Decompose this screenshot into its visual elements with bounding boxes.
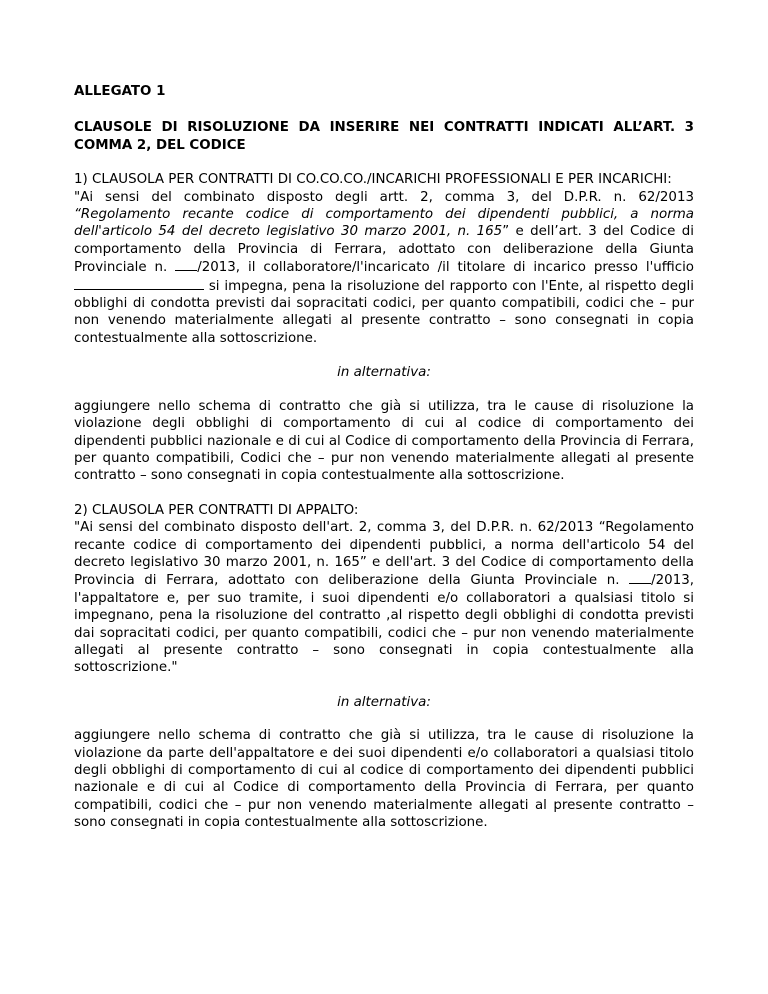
resolution-number-blank bbox=[175, 258, 197, 271]
section-1-clause-text-a: "Ai sensi del combinato disposto degli artt. 2, comma 3, del D.P.R. n. 62/2013 bbox=[74, 189, 694, 205]
section-2-clause-text-a: "Ai sensi del combinato disposto dell'art. 2, comma 3, del D.P.R. n. 62/2013 “Regolamento recante codice di comportamento dei dipendenti pubblici, a norma dell'articolo 54 del decreto legislativo 30 marzo 2001, n. 165” e dell'art. 3 del Codice di comportamento della Provincia di Ferrara, adottato con deliberazione della Giunta Provinciale n. bbox=[74, 520, 694, 589]
section-2-clause bbox=[74, 519, 694, 677]
section-1 bbox=[74, 171, 694, 485]
section-1-heading: 1) CLAUSOLA PER CONTRATTI DI CO.CO.CO./INCARICHI PROFESSIONALI E PER INCARICHI: bbox=[74, 172, 672, 188]
document-title: CLAUSOLE DI RISOLUZIONE DA INSERIRE NEI CONTRATTI INDICATI ALL’ART. 3 COMMA 2, DEL CODICE bbox=[74, 120, 694, 153]
resolution-number-blank bbox=[629, 571, 651, 584]
section-1-alternative-text: aggiungere nello schema di contratto che già si utilizza, tra le cause di risoluzione la violazione degli obblighi di comportamento di cui al codice di comportamento dei dipendenti pubblici nazionale e di cui al Codice di comportamento della Provincia di Ferrara, per quanto compatibili, Codici che – pur non venendo materialmente allegati al presente contratto – sono consegnati in copia contestualmente alla sottoscrizione. bbox=[74, 398, 694, 484]
section-1-regulation-title: “Regolamento recante codice di comportamento dei dipendenti pubblici, a norma dell'articolo 54 del decreto legislativo 30 marzo 2001, n. 165 bbox=[74, 207, 694, 240]
section-1-clause bbox=[74, 189, 694, 348]
office-name-blank bbox=[74, 277, 204, 290]
section-1-alternative-label: in alternativa: bbox=[337, 365, 431, 381]
section-2-clause-text-b: /2013, l'appaltatore e, per suo tramite, i suoi dipendenti e/o collaboratori a qualsiasi titolo si impegnano, pena la risoluzione del contratto ,al rispetto degli obblighi di condotta previsti dai sopracitati codici, per quanto compatibili, codici che – pur non venendo materialmente allegati al presente contratto – sono consegnati in copia contestualmente alla sottoscrizione." bbox=[74, 573, 694, 676]
document-page bbox=[74, 83, 694, 832]
section-2 bbox=[74, 502, 694, 832]
section-2-alternative-label: in alternativa: bbox=[337, 694, 431, 710]
section-1-clause-text-c: /2013, il collaboratore/l'incaricato /il titolare di incarico presso l'ufficio bbox=[197, 260, 694, 276]
attachment-heading: ALLEGATO 1 bbox=[74, 84, 166, 99]
section-2-heading: 2) CLAUSOLA PER CONTRATTI DI APPALTO: bbox=[74, 502, 359, 518]
section-1-clause-text-b: ” e dell’art. 3 del Codice di comportamento della Provincia di Ferrara, adottato con deliberazione della Giunta Provinciale n. bbox=[74, 224, 694, 276]
section-1-clause-text-d: si impegna, pena la risoluzione del rapporto con l'Ente, al rispetto degli obblighi di condotta previsti dai sopracitati codici, per quanto compatibili, codici che – pur non venendo materialmente allegati al presente contratto – sono consegnati in copia contestualmente alla sottoscrizione. bbox=[74, 278, 694, 346]
section-2-alternative-text: aggiungere nello schema di contratto che già si utilizza, tra le cause di risoluzione la violazione da parte dell'appaltatore e dei suoi dipendenti e/o collaboratori a qualsiasi titolo degli obblighi di comportamento di cui al codice di comportamento dei dipendenti pubblici nazionale e di cui al Codice di comportamento della Provincia di Ferrara, per quanto compatibili, codici che – pur non venendo materialmente allegati al presente contratto – sono consegnati in copia contestualmente alla sottoscrizione. bbox=[74, 728, 694, 831]
